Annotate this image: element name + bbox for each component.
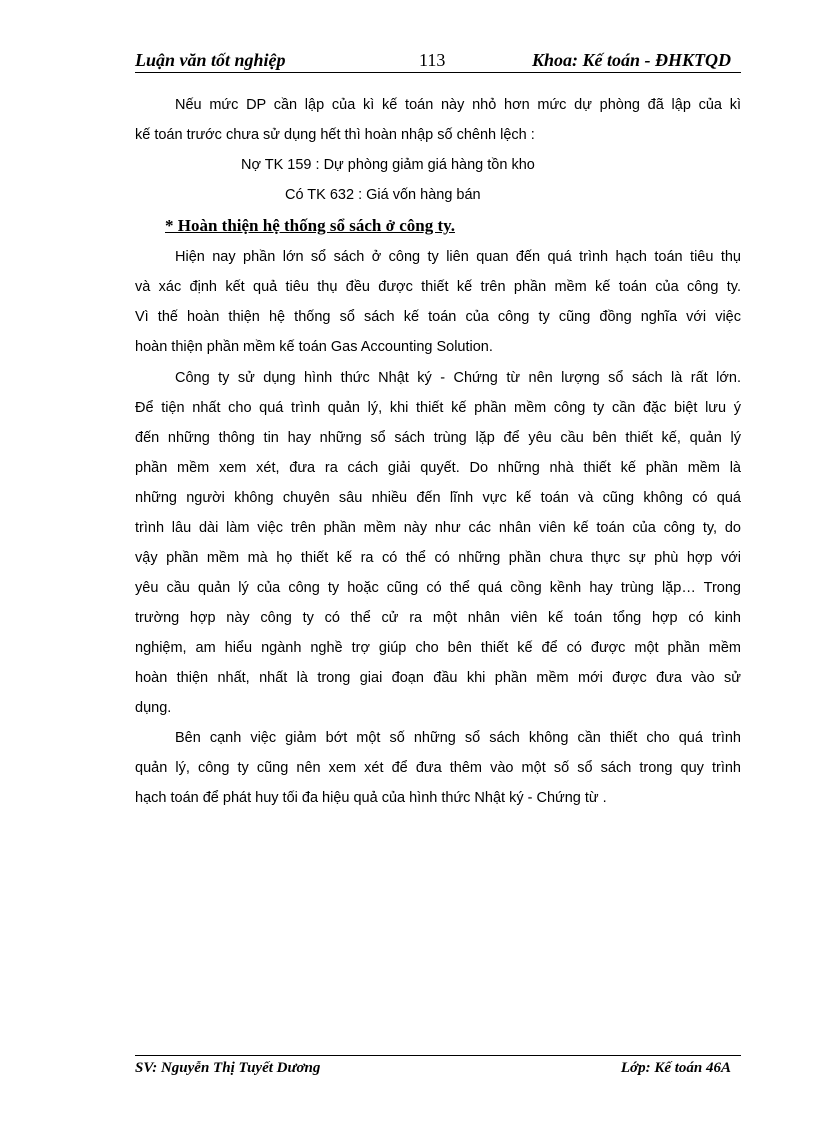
page-number: 113 <box>419 50 446 70</box>
paragraph-line: Công ty sử dụng hình thức Nhật ký - Chứng từ nên lượng sổ sách là rất lớn. <box>175 370 741 386</box>
student-name: SV: Nguyễn Thị Tuyết Dương <box>135 1060 321 1076</box>
paragraph-line: phần mềm xem xét, đưa ra cách giải quyết. Do những nhà thiết kế phần mềm là <box>135 460 741 476</box>
section-heading: * Hoàn thiện hệ thống sổ sách ở công ty. <box>165 216 455 235</box>
paragraph-line: Nếu mức DP cần lập của kì kế toán này nhỏ hơn mức dự phòng đã lập của kì <box>175 97 741 113</box>
paragraph-line: trình lâu dài làm việc trên phần mềm này như các nhân viên kế toán của công ty, do <box>135 520 741 536</box>
paragraph-line: hạch toán để phát huy tối đa hiệu quả của hình thức Nhật ký - Chứng từ . <box>135 790 607 806</box>
page-footer <box>135 1055 741 1084</box>
paragraph-line: Bên cạnh việc giảm bớt một số những sổ sách không cần thiết cho quá trình <box>175 730 741 746</box>
journal-entry-credit: Có TK 632 : Giá vốn hàng bán <box>285 187 481 203</box>
class-name: Lớp: Kế toán 46A <box>620 1060 731 1076</box>
paragraph-line: quản lý, công ty cũng nên xem xét để đưa thêm vào một số sổ sách trong quy trình <box>135 760 741 776</box>
paragraph-line: dụng. <box>135 700 172 716</box>
page-header <box>135 48 741 73</box>
paragraph-line: nghiệm, am hiểu ngành nghề trợ giúp cho bên thiết kế để có được một phần mềm <box>135 640 741 656</box>
paragraph-line: hoàn thiện phần mềm kế toán Gas Accounting Solution. <box>135 339 493 355</box>
paragraph-line: Vì thế hoàn thiện hệ thống sổ sách kế toán của công ty cũng đồng nghĩa với việc <box>135 309 741 325</box>
journal-entry-debit: Nợ TK 159 : Dự phòng giảm giá hàng tồn kho <box>241 157 535 173</box>
paragraph-line: trường hợp này công ty có thể cử ra một nhân viên kế toán tổng hợp có kinh <box>135 610 741 626</box>
paragraph-line: những người không chuyên sâu nhiều đến lĩnh vực kế toán và cũng không có quá <box>135 490 741 506</box>
paragraph-line: vậy phần mềm mà họ thiết kế ra có thể có những phần chưa thực sự phù hợp với <box>135 550 741 566</box>
paragraph-line: và xác định kết quả tiêu thụ đều được thiết kế trên phần mềm kế toán của công ty. <box>135 279 741 295</box>
faculty-name: Khoa: Kế toán - ĐHKTQD <box>531 50 731 70</box>
paragraph-line: kế toán trước chưa sử dụng hết thì hoàn nhập số chênh lệch : <box>135 127 535 143</box>
paragraph-line: yêu cầu quản lý của công ty hoặc cũng có thể quá cồng kềnh hay trùng lặp… Trong <box>135 580 741 596</box>
paragraph-line: hoàn thiện nhất, nhất là trong giai đoạn đầu khi phần mềm mới được đưa vào sử <box>135 670 741 686</box>
paragraph-line: đến những thông tin hay những sổ sách trùng lặp để yêu cầu bên thiết kế, quản lý <box>135 430 741 446</box>
paragraph-line: Để tiện nhất cho quá trình quản lý, khi thiết kế phần mềm công ty cần đặc biệt lưu ý <box>135 400 741 416</box>
paragraph-line: Hiện nay phần lớn sổ sách ở công ty liên quan đến quá trình hạch toán tiêu thụ <box>175 249 741 265</box>
thesis-title: Luận văn tốt nghiệp <box>135 50 286 70</box>
